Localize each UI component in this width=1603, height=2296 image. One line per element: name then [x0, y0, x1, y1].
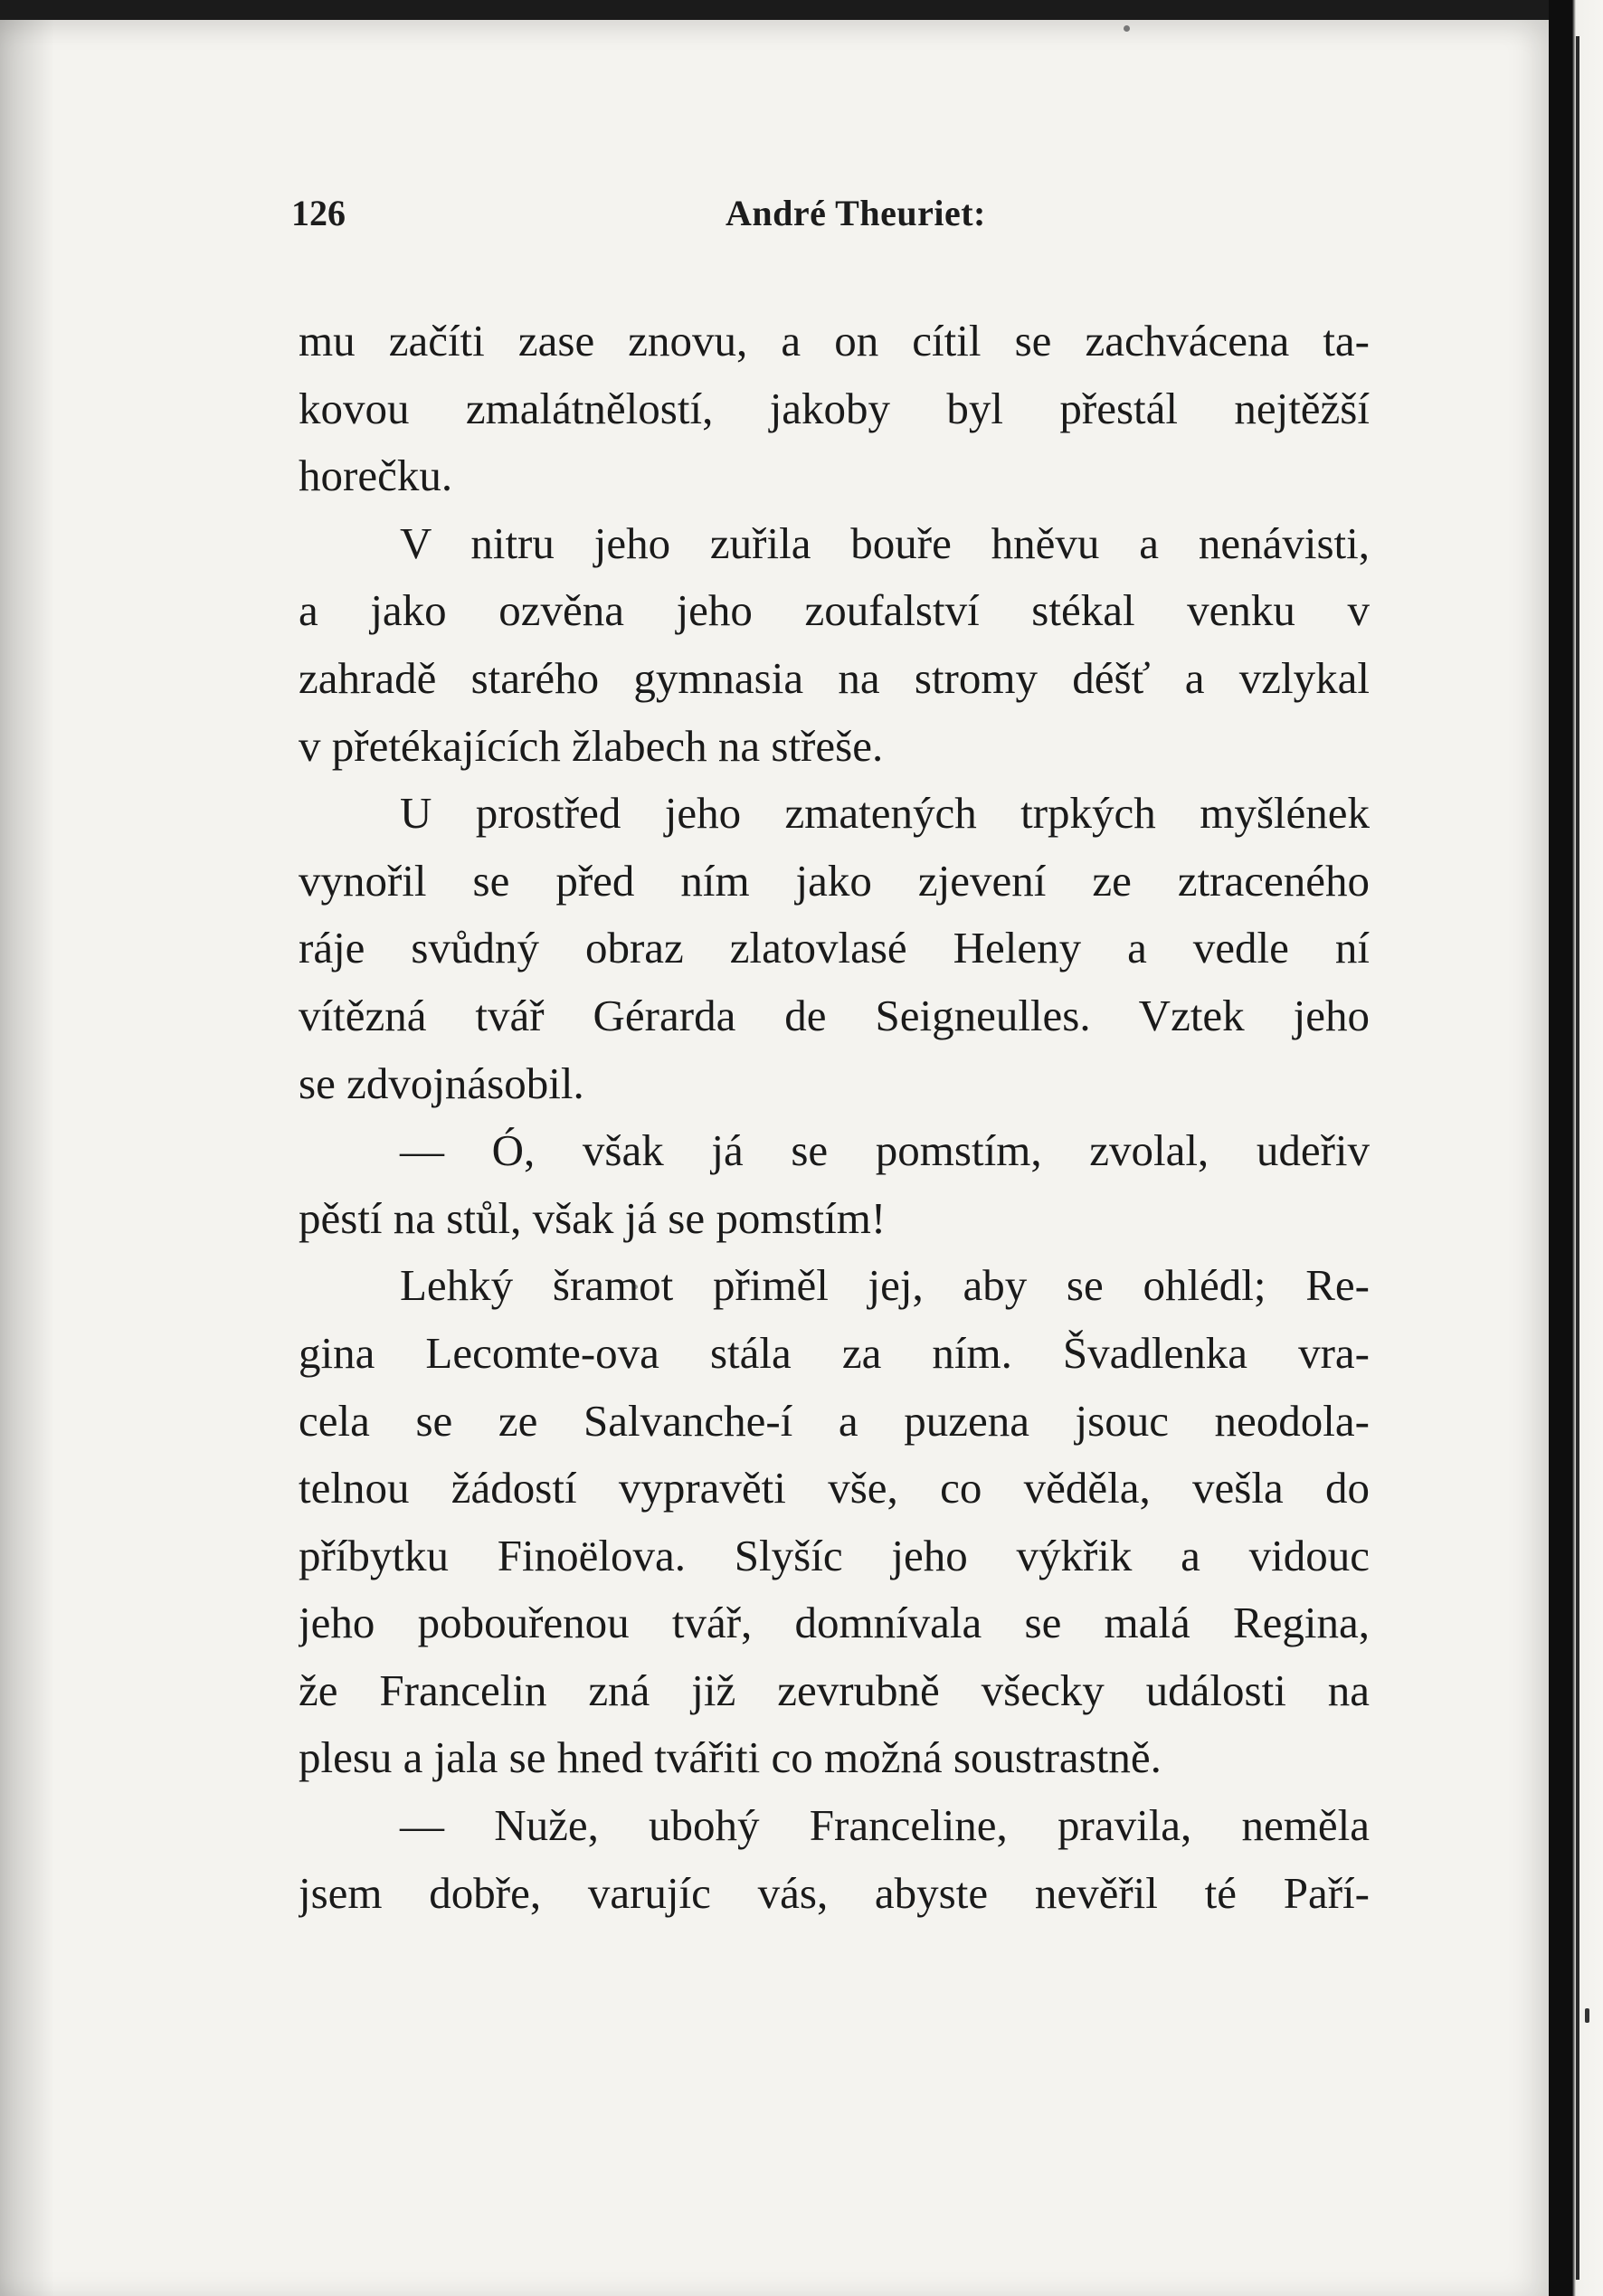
text-line: že Francelin zná již zevrubně všecky události na: [299, 1665, 1370, 1715]
text-line: gina Lecomte-ova stála za ním. Švadlenka vra-: [299, 1327, 1370, 1378]
text-line: příbytku Finoëlova. Slyšíc jeho výkřik a vidouc: [299, 1530, 1370, 1580]
text-line: jeho pobouřenou tvář, domnívala se malá Regina,: [299, 1598, 1370, 1648]
text-line: cela se ze Salvanche-í a puzena jsouc neodola-: [299, 1395, 1370, 1446]
running-head: André Theuriet:: [726, 193, 986, 233]
text-line: horečku.: [299, 451, 453, 501]
text-line: U prostřed jeho zmatených trpkých myšlének: [400, 788, 1370, 839]
text-line: v přetékajících žlabech na střeše.: [299, 720, 884, 771]
body-text: [299, 308, 1370, 1927]
text-line: jsem dobře, varujíc vás, abyste nevěřil té Paří-: [299, 1867, 1370, 1918]
text-line: pěstí na stůl, však já se pomstím!: [299, 1192, 887, 1243]
text-line: V nitru jeho zuřila bouře hněvu a nenávisti,: [400, 517, 1370, 568]
scan-speck: [1585, 2008, 1589, 2023]
page-edge-line: [1576, 36, 1579, 2280]
text-line: a jako ozvěna jeho zoufalství stékal venku v: [299, 585, 1370, 636]
text-line: plesu a jala se hned tvářiti co možná soustrastně.: [299, 1732, 1162, 1783]
page-header: [291, 192, 1015, 246]
text-line: vynořil se před ním jako zjevení ze ztraceného: [299, 855, 1370, 906]
text-line: ráje svůdný obraz zlatovlasé Heleny a vedle ní: [299, 923, 1370, 973]
text-line: zahradě starého gymnasia na stromy déšť a vzlykal: [299, 652, 1370, 703]
scan-speck: [1124, 25, 1130, 32]
page-number: 126: [291, 193, 346, 233]
text-line: mu začíti zase znovu, a on cítil se zachvácena ta-: [299, 316, 1370, 365]
page-gutter-shadow: [0, 20, 54, 2296]
text-line: vítězná tvář Gérarda de Seigneulles. Vztek jeho: [299, 990, 1370, 1040]
next-page-edge: [1549, 0, 1603, 2296]
text-line: — Ó, však já se pomstím, zvolal, udeřiv: [400, 1125, 1370, 1176]
text-line: se zdvojnásobil.: [299, 1058, 584, 1108]
text-line: telnou žádostí vypravěti vše, co věděla, vešla do: [299, 1463, 1370, 1513]
text-line: Lehký šramot přiměl jej, aby se ohlédl; Re-: [400, 1260, 1370, 1311]
text-line: — Nuže, ubohý Franceline, pravila, neměla: [400, 1800, 1370, 1851]
text-line: kovou zmalátnělostí, jakoby byl přestál nejtěžší: [299, 383, 1370, 433]
